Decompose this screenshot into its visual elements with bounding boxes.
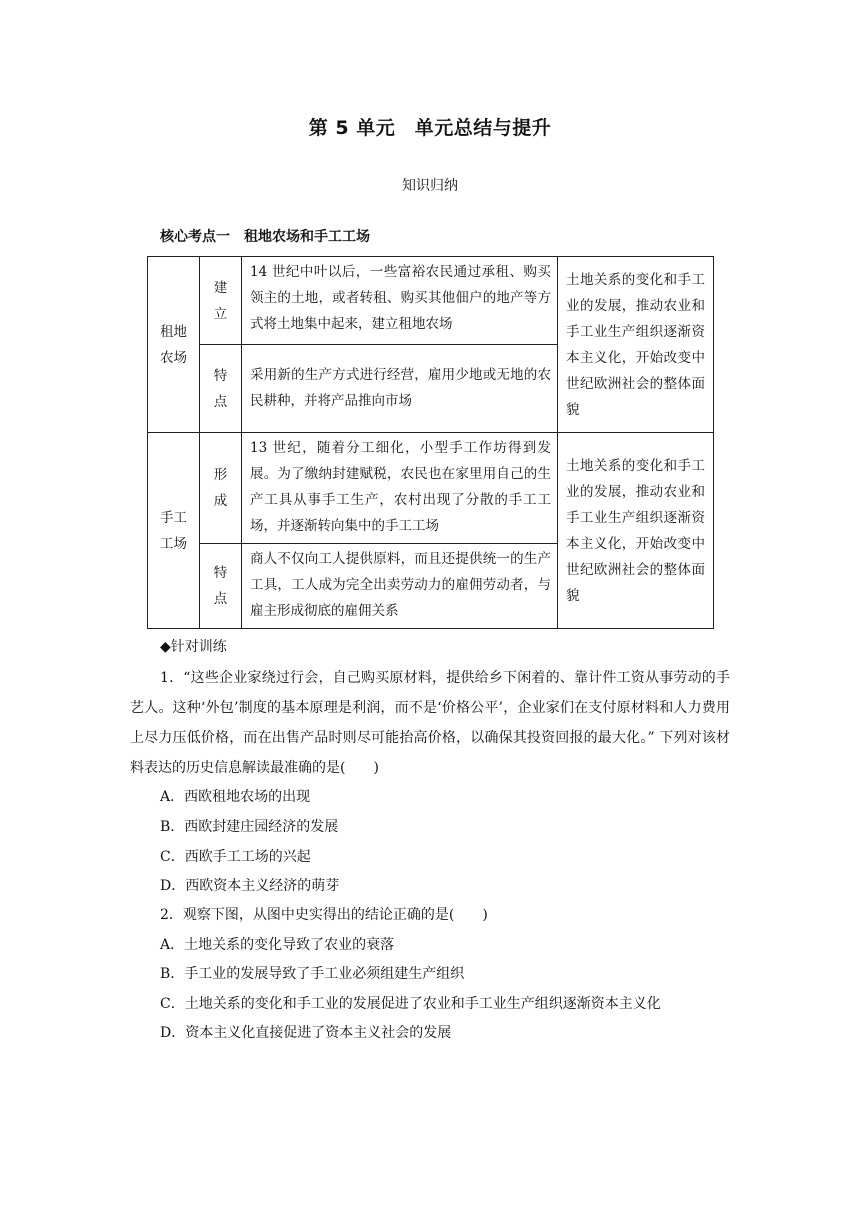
category-cell — [148, 257, 200, 433]
description-cell: 14 世纪中叶以后，一些富裕农民通过承租、购买领主的土地，或者转租、购买其他佃户的地产等方式将土地集中起来，建立租地农场 — [242, 257, 558, 345]
description-cell: 采用新的生产方式进行经营，雇用少地或无地的农民耕种，并将产品推向市场 — [242, 345, 558, 433]
category-cell — [148, 433, 200, 629]
question-1-option-d: D．西欧资本主义经济的萌芽 — [160, 878, 340, 894]
category-label: 工场 — [160, 535, 187, 552]
question-1-option-b: B．西欧封建庄园经济的发展 — [160, 819, 339, 835]
category-label: 手工 — [160, 509, 187, 526]
question-2-option-d: D．资本主义化直接促进了资本主义社会的发展 — [160, 1025, 452, 1041]
aspect-cell — [200, 257, 242, 345]
question-2-text: 2．观察下图，从图中史实得出的结论正确的是( ) — [160, 907, 488, 923]
question-1-text: 1．“这些企业家绕过行会，自己购买原材料，提供给乡下闲着的、靠计件工资从事劳动的手艺人。这种‘外包’制度的基本原理是利润，而不是‘价格公平’，企业家们在支付原材料和人力费用上尽力压低价格，而在出售产品时则尽可能抬高价格，以确保其投资回报的最大化。” 下列对该材料表达的历史信息解读最准确的是( ) — [130, 670, 730, 776]
knowledge-table — [147, 256, 714, 629]
aspect-label: 特 — [213, 367, 228, 384]
page-title: 第 5 单元 单元总结与提升 — [308, 117, 552, 139]
aspect-label: 立 — [213, 305, 228, 322]
aspect-cell — [200, 544, 242, 629]
description-cell: 13 世纪，随着分工细化，小型手工作坊得到发展。为了缴纳封建赋税，农民也在家里用自己的生产工具从事手工生产，农村出现了分散的手工工场，并逐渐转向集中的手工工场 — [242, 433, 558, 544]
aspect-label: 特 — [213, 565, 228, 581]
aspect-cell — [200, 345, 242, 433]
aspect-label: 点 — [213, 393, 228, 410]
question-2-option-c: C．土地关系的变化和手工业的发展促进了农业和手工业生产组织逐渐资本主义化 — [160, 996, 661, 1012]
aspect-label: 成 — [213, 493, 228, 509]
aspect-cell — [200, 433, 242, 544]
question-1-option-c: C．西欧手工工场的兴起 — [160, 849, 311, 865]
description-cell: 商人不仅向工人提供原料，而且还提供统一的生产工具，工人成为完全出卖劳动力的雇佣劳动者，与雇主形成彻底的雇佣关系 — [242, 544, 558, 629]
practice-heading: ◆针对训练 — [160, 639, 227, 655]
category-label: 农场 — [160, 349, 187, 366]
category-label: 租地 — [160, 323, 187, 340]
aspect-label: 建 — [213, 279, 228, 296]
aspect-label: 点 — [213, 591, 228, 607]
question-1-option-a: A．西欧租地农场的出现 — [160, 789, 311, 805]
section-heading: 核心考点一 租地农场和手工工场 — [160, 229, 370, 245]
table-row — [148, 433, 714, 544]
summary-cell: 土地关系的变化和手工业的发展，推动农业和手工业生产组织逐渐资本主义化，开始改变中世纪欧洲社会的整体面貌 — [558, 433, 714, 629]
page-subtitle: 知识归纳 — [402, 178, 458, 194]
question-2-option-b: B．手工业的发展导致了手工业必须组建生产组织 — [160, 966, 465, 982]
question-2-option-a: A．土地关系的变化导致了农业的衰落 — [160, 937, 395, 953]
aspect-label: 形 — [213, 467, 228, 483]
summary-cell: 土地关系的变化和手工业的发展，推动农业和手工业生产组织逐渐资本主义化，开始改变中世纪欧洲社会的整体面貌 — [558, 257, 714, 433]
table-row — [148, 257, 714, 345]
